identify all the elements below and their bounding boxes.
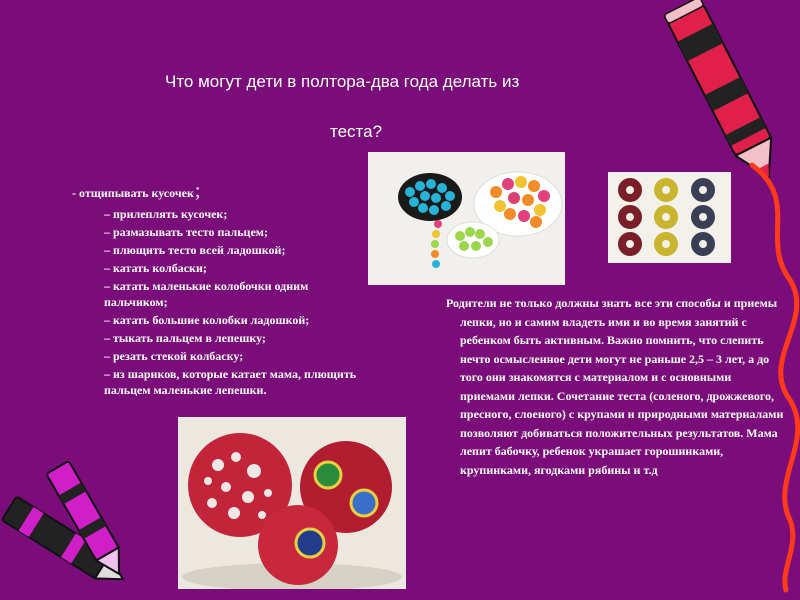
- photo-dough-beads: [368, 152, 565, 285]
- dough-balls-image: [178, 417, 406, 589]
- photo-dough-rings: [608, 172, 731, 263]
- list-item: – катать колбаски;: [104, 261, 207, 275]
- list-item: – резать стекой колбаску;: [104, 349, 244, 363]
- crayon-bottom-left-magenta-icon: [46, 461, 130, 581]
- slide-title-line-1: Что могут дети в полтора-два года делать из: [165, 72, 520, 91]
- crayon-bottom-left-black-icon: [2, 496, 130, 591]
- list-item: – тыкать пальцем в лепешку;: [104, 331, 266, 345]
- list-lead: [72, 180, 200, 203]
- list-item: – размазывать тесто пальцем;: [104, 225, 268, 239]
- list-item: – из шариков, которые катает мама, плющить пальцем маленькие лепешки.: [104, 367, 357, 397]
- list-item: – катать маленькие колобочки одним пальчиком;: [104, 279, 309, 309]
- list-lead-punct: ;: [194, 180, 201, 202]
- list-item: – катать большие колобки ладошкой;: [104, 313, 310, 327]
- parents-paragraph: Родители не только должны знать все эти способы и приемы лепки, но и самим владеть ими и во время занятий с ребенком быть активным. Важно помнить, что слепить нечто осмысленное дети могут не раньше 2,5 – 3 лет, а до того они знакомятся с материалом и с основными приемами лепки. Сочетание теста (соленого, дрожжевого, пресного, слоеного) с крупами и природными материалами позволяют добиваться положительных результатов. Мама лепит бабочку, ребенок украшает горошинками, крупинками, ягодками рябины и т.д: [446, 296, 784, 477]
- skills-list: [104, 206, 366, 400]
- photo-dough-balls: [178, 417, 406, 589]
- list-item: – плющить тесто всей ладошкой;: [104, 243, 286, 257]
- crayon-top-right-icon: [664, 0, 787, 186]
- list-item: – прилеплять кусочек;: [104, 207, 228, 221]
- list-lead-text: - отщипывать кусочек: [72, 186, 194, 200]
- dough-beads-image: [368, 152, 565, 285]
- dough-rings-image: [608, 172, 731, 263]
- slide-title-line-2: теста?: [330, 122, 383, 141]
